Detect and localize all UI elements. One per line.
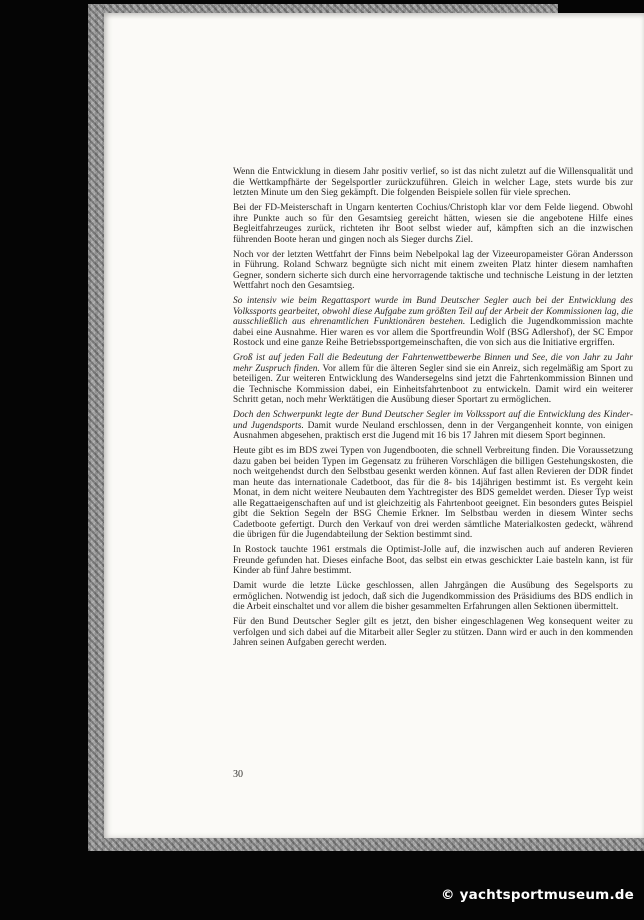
page-edge-bottom [88,838,644,851]
italic-text-segment: Doch den Schwerpunkt legte der Bund Deutscher Segler im Volkssport auf die Entwicklung des Kinder- und Jugendsports. [233,410,633,431]
page-text [233,167,633,653]
text-segment: Wenn die Entwicklung in diesem Jahr positiv verlief, so ist das nicht zuletzt auf die Willensqualität und die Wettkampfhärte der Segelsportler zurückzuführen. Gleich in welcher Lage, stets wurde bis zur letzten Minute um den Sieg gekämpft. Die folgenden Beispiele sollen für viele sprechen. [233,167,633,198]
page-number: 30 [233,769,243,780]
paragraph [233,250,633,292]
text-segment: Damit wurde Neuland erschlossen, denn in der Vergangenheit konnte, von einigen Ausnahmen abgesehen, praktisch erst die Jugend mit 16 bis 17 Jahren mit diesem Sport beginnen. [233,420,633,441]
italic-text-segment: So intensiv wie beim Regattasport wurde im Bund Deutscher Segler auch bei der Entwicklung des Volkssports gearbeitet, obwohl diese Aufgabe zum größten Teil auf der Arbeit der Kommissionen lag, die ausschließlich aus ehrenamtlichen Funktionären bestehen. [233,296,633,327]
page-edge-left [88,4,104,851]
watermark-text: © yachtsportmuseum.de [441,887,634,903]
text-segment: Bei der FD-Meisterschaft in Ungarn kenterten Cochius/Christoph klar vor dem Felde liegend. Obwohl ihre Punkte auch so für den Gesamtsieg gereicht hätten, wiesen sie die angebotene Hilfe eines Begleitfahrzeuges zurück, richteten ihr Boot selbst wieder auf, kämpften sich an die inzwischen führenden Boote heran und gingen noch als Sieger durchs Ziel. [233,203,633,245]
paragraph [233,167,633,199]
paragraph [233,617,633,649]
paragraph [233,446,633,541]
page-edge-top [88,4,558,13]
paragraph [233,296,633,349]
text-segment: Heute gibt es im BDS zwei Typen von Jugendbooten, die schnell Verbreitung finden. Die Voraussetzung dazu gaben bei beiden Typen im Gegensatz zu früheren Vorschlägen die billigen Gestehungskosten, die noch weitgehendst durch den Selbstbau gesenkt werden können. Auf fast allen Revieren der DDR findet man heute das internationale Cadetboot, das für die 8- bis 14jährigen bestimmt ist. Es vergeht kein Monat, in dem nicht weitere Neubauten dem Yachtregister des BDS gemeldet werden. Dieser Typ weist alle Regattaeigenschaften auf und ist gleichzeitig als Fahrtenboot geeignet. Ein besonders gutes Beispiel gibt die Sektion Segeln der BSG Chemie Erkner. Im Selbstbau werden in diesem Winter sechs Cadetboote gefertigt. Durch den Verkauf von drei werden sämtliche Materialkosten gedeckt, während die übrigen für die Jugendabteilung der Sektion bestimmt sind. [233,446,633,540]
paragraph [233,203,633,245]
italic-text-segment: Groß ist auf jeden Fall die Bedeutung der Fahrtenwettbewerbe Binnen und See, die von Jahr zu Jahr mehr Zuspruch finden. [233,353,633,374]
paragraph [233,545,633,577]
text-segment: In Rostock tauchte 1961 erstmals die Optimist-Jolle auf, die inzwischen auch auf anderen Revieren Freunde gefunden hat. Dieses einfache Boot, das selbst ein etwas geschickter Laie basteln kann, ist für Kinder ab fünf Jahre bestimmt. [233,545,633,576]
text-segment: Lediglich die Jugendkommission machte dabei eine Ausnahme. Hier waren es vor allem die Sportfreundin Wolf (BSG Adlershof), der SC Empor Rostock und eine ganze Reihe Betriebssportgemeinschaften, die von sich aus die Initiative ergriffen. [233,317,633,348]
text-segment: Damit wurde die letzte Lücke geschlossen, allen Jahrgängen die Ausübung des Segelsports zu ermöglichen. Notwendig ist jedoch, daß sich die Jugendkommission des Präsidiums des BDS endlich in die Arbeit einschaltet und vor allem die bisher gesammelten Erfahrungen allen Sektionen übermittelt. [233,581,633,612]
text-segment: Vor allem für die älteren Segler sind sie ein Anreiz, sich regelmäßig am Sport zu beteiligen. Zur weiteren Entwicklung des Wandersegelns sind jetzt die Fahrtenkommission Binnen und die Technische Kommission dabei, ein Einheitsfahrtenboot zu entwickeln. Damit wird ein weiterer Schritt getan, noch mehr Werktätigen die Ausübung dieser Sportart zu ermöglichen. [233,363,633,405]
text-segment: Noch vor der letzten Wettfahrt der Finns beim Nebelpokal lag der Vizeeuropameister Göran Andersson in Führung. Roland Schwarz begnügte sich nicht mit einem zweiten Platz hinter diesem namhaften Gegner, sondern sicherte sich durch eine hervorragende taktische und technische Leistung in der letzten Wettfahrt noch den Gesamtsieg. [233,249,633,291]
book-page [104,13,644,838]
text-segment: Für den Bund Deutscher Segler gilt es jetzt, den bisher eingeschlagenen Weg konsequent weiter zu verfolgen und sich dabei auf die Mitarbeit aller Segler zu stützen. Dann wird er auch in den kommenden Jahren seinen Aufgaben gerecht werden. [233,617,633,648]
paragraph [233,353,633,406]
paragraph [233,581,633,613]
paragraph [233,410,633,442]
